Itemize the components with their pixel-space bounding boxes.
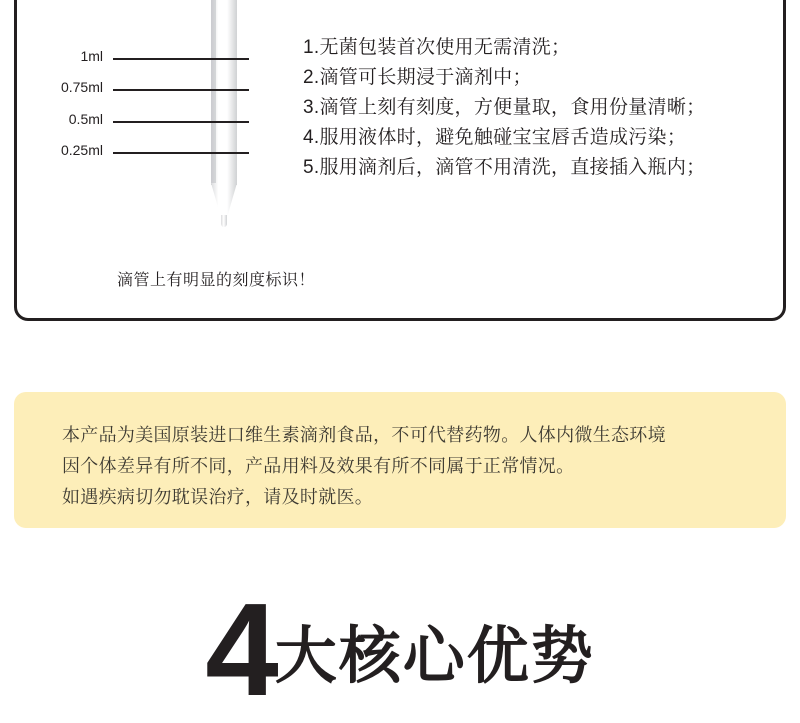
list-item-number: 4. bbox=[303, 127, 320, 148]
list-item-number: 1. bbox=[303, 37, 320, 58]
headline-text: 大核心优势 bbox=[274, 622, 595, 691]
list-item-number: 5. bbox=[303, 157, 320, 178]
headline-number: 4 bbox=[205, 576, 275, 723]
graduation-label-075ml: 0.75ml bbox=[60, 79, 103, 95]
graduation-label-025ml: 0.25ml bbox=[60, 142, 103, 158]
list-item-text: 滴管上刻有刻度，方便量取，食用份量清晰； bbox=[319, 97, 706, 118]
section-headline bbox=[0, 576, 800, 723]
list-item bbox=[303, 153, 773, 183]
list-item bbox=[303, 93, 773, 123]
dropper-tip-end bbox=[221, 215, 227, 227]
dropper-illustration bbox=[167, 0, 287, 239]
dropper-body-shading bbox=[211, 0, 216, 185]
graduation-label-1ml: 1ml bbox=[80, 48, 103, 64]
list-item-text: 无菌包装首次使用无需清洗； bbox=[319, 37, 571, 58]
list-item-number: 3. bbox=[303, 97, 320, 118]
list-item-text: 服用液体时，避免触碰宝宝唇舌造成污染； bbox=[319, 127, 687, 148]
disclaimer-notice bbox=[14, 392, 786, 528]
disclaimer-line: 如遇疾病切勿耽误治疗，请及时就医。 bbox=[62, 487, 374, 507]
list-item bbox=[303, 63, 773, 93]
graduation-line-025ml bbox=[113, 152, 249, 154]
graduation-line-05ml bbox=[113, 121, 249, 123]
list-item-number: 2. bbox=[303, 67, 320, 88]
disclaimer-line: 本产品为美国原装进口维生素滴剂食品，不可代替药物。人体内微生态环境 bbox=[62, 425, 666, 445]
list-item bbox=[303, 123, 773, 153]
dropper-tip bbox=[211, 183, 237, 217]
disclaimer-line: 因个体差异有所不同，产品用料及效果有所不同属于正常情况。 bbox=[62, 456, 575, 476]
graduation-line-1ml bbox=[113, 58, 249, 60]
list-item bbox=[303, 33, 773, 63]
graduation-label-05ml: 0.5ml bbox=[68, 111, 103, 127]
disclaimer-text bbox=[62, 420, 762, 513]
list-item-text: 滴管可长期浸于滴剂中； bbox=[319, 67, 532, 88]
dropper-caption: 滴管上有明显的刻度标识！ bbox=[117, 272, 316, 289]
instruction-panel bbox=[14, 0, 786, 321]
instruction-list bbox=[303, 33, 773, 183]
list-item-text: 服用滴剂后，滴管不用清洗，直接插入瓶内； bbox=[319, 157, 706, 178]
graduation-line-075ml bbox=[113, 89, 249, 91]
